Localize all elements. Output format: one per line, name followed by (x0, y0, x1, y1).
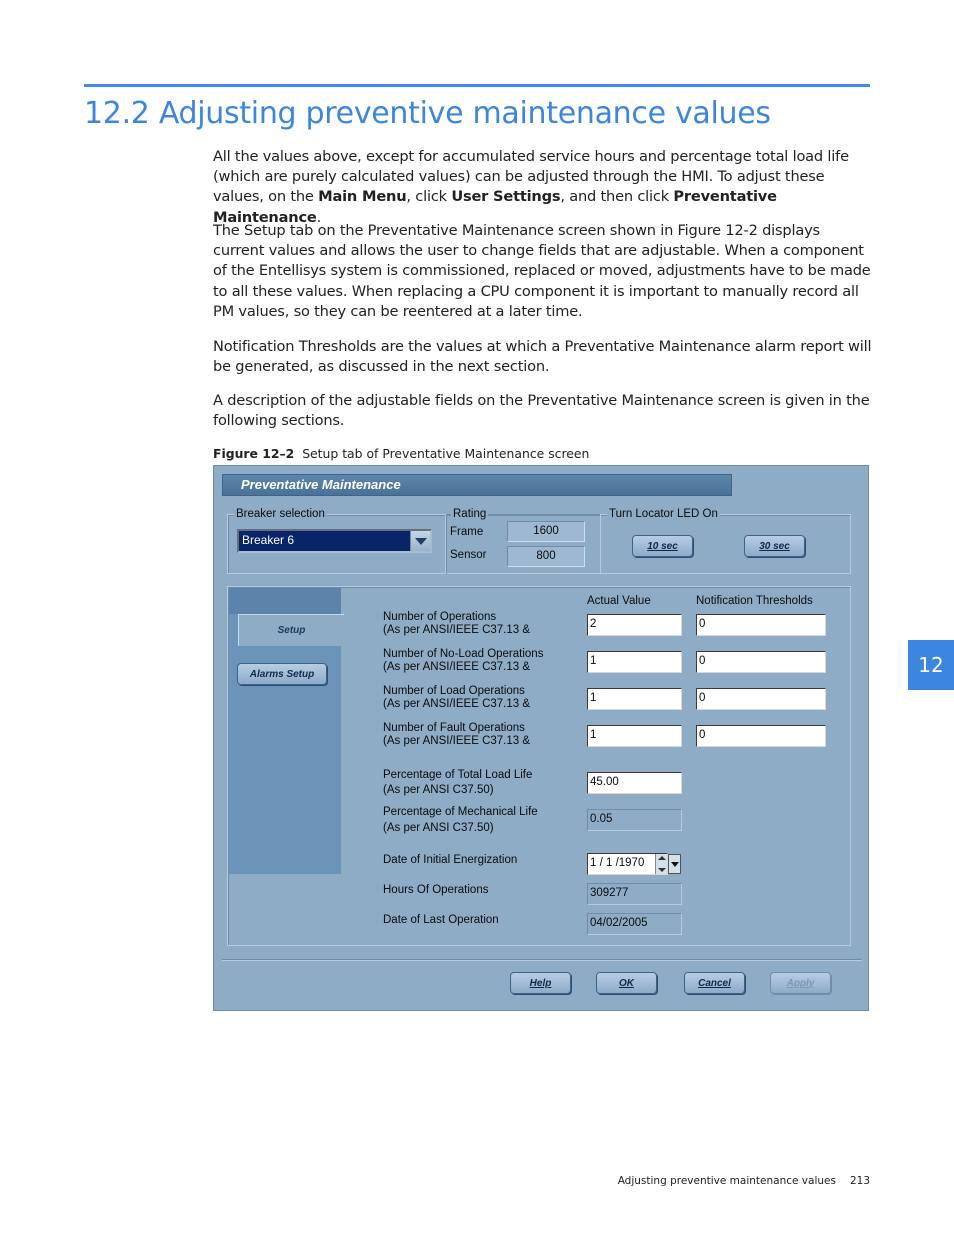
load-operations-actual-input[interactable]: 1 (587, 688, 682, 710)
sensor-value: 800 (507, 546, 585, 567)
paragraph-2: The Setup tab on the Preventative Maintenance screen shown in Figure 12-2 displays current values and allows the user to change fields that are adjustable. When a component of the Entellisys system is commissioned, replaced or moved, adjustments have to be made to all these values. When replacing a CPU component it is important to manually record all PM values, so they can be reentered at a later time. (213, 222, 871, 320)
sensor-label: Sensor (450, 549, 487, 561)
notification-thresholds-header: Notification Thresholds (696, 595, 813, 607)
operations-actual-input[interactable]: 2 (587, 614, 682, 636)
mechanical-life-value: 0.05 (587, 809, 682, 831)
preventative-maintenance-window (213, 465, 869, 1011)
mechanical-life-standard: (As per ANSI C37.50) (383, 822, 494, 834)
breaker-select-value: Breaker 6 (242, 533, 295, 547)
fault-operations-actual-input[interactable]: 1 (587, 725, 682, 747)
breaker-select[interactable] (237, 529, 432, 553)
figure-label: Figure 12–2 (213, 446, 295, 461)
section-heading: 12.2 Adjusting preventive maintenance values (84, 96, 771, 131)
breaker-selection-label: Breaker selection (236, 508, 325, 520)
load-operations-threshold-input[interactable]: 0 (696, 688, 826, 710)
total-load-life-label: Percentage of Total Load Life (383, 769, 533, 781)
p1-text-4: . (316, 208, 322, 226)
locator-30-sec-button[interactable]: 30 sec (744, 535, 805, 557)
initial-energization-value: 1 / 1 /1970 (590, 857, 645, 869)
sidebar-header (229, 588, 341, 614)
paragraph-1 (213, 147, 873, 228)
page-footer (618, 1175, 870, 1187)
preventative-maintenance-ref: Preventative Maintenance (213, 188, 777, 226)
initial-energization-date-picker[interactable] (587, 853, 668, 875)
locator-10-sec-button[interactable]: 10 sec (632, 535, 693, 557)
main-menu-ref: Main Menu (318, 188, 407, 206)
tab-alarms-setup[interactable]: Alarms Setup (237, 663, 327, 685)
paragraph-4: A description of the adjustable fields on the Preventative Maintenance screen is given in the following sections. (213, 392, 870, 430)
heading-rule (84, 84, 870, 87)
locator-led-label: Turn Locator LED On (609, 508, 718, 520)
hours-of-operations-label: Hours Of Operations (383, 884, 489, 896)
initial-energization-label: Date of Initial Energization (383, 854, 518, 866)
cancel-button[interactable]: Cancel (684, 972, 745, 994)
total-load-life-standard: (As per ANSI C37.50) (383, 784, 494, 796)
footer-section: Adjusting preventive maintenance values (617, 1175, 836, 1187)
p1-text-3: , and then click (560, 188, 674, 206)
actual-value-header: Actual Value (587, 595, 651, 607)
chevron-down-icon[interactable] (410, 531, 430, 551)
window-title: Preventative Maintenance (241, 477, 401, 492)
rating-label: Rating (453, 508, 487, 520)
row-label-line1: Number of Load Operations (383, 685, 525, 697)
row-label-line2: (As per ANSI/IEEE C37.13 & (383, 735, 531, 747)
apply-button[interactable]: Apply (770, 972, 831, 994)
chevron-down-icon[interactable] (668, 854, 681, 874)
hours-of-operations-value: 309277 (587, 883, 682, 905)
figure-caption (213, 446, 589, 461)
footer-divider (222, 959, 862, 960)
help-button[interactable]: Help (510, 972, 571, 994)
user-settings-ref: User Settings (451, 188, 561, 206)
window-titlebar (222, 474, 732, 496)
row-label-line2: (As per ANSI/IEEE C37.13 & (383, 624, 531, 636)
row-label-line2: (As per ANSI/IEEE C37.13 & (383, 698, 531, 710)
p1-text-2: , click (406, 188, 452, 206)
row-label-line1: Number of Operations (383, 611, 497, 623)
frame-value: 1600 (507, 521, 585, 542)
paragraph-3: Notification Thresholds are the values at which a Preventative Maintenance alarm report will be generated, as discussed in the next section. (213, 338, 872, 376)
chapter-tab: 12 (908, 640, 954, 690)
total-load-life-input[interactable]: 45.00 (587, 772, 682, 794)
last-operation-label: Date of Last Operation (383, 914, 499, 926)
frame-label: Frame (450, 526, 484, 538)
p1-text-1: All the values above, except for accumulated service hours and percentage total load life (which are purely calculated values) can be adjusted through the HMI. To adjust these values, on the (213, 148, 849, 206)
row-label-line1: Number of Fault Operations (383, 722, 525, 734)
no-load-operations-actual-input[interactable]: 1 (587, 651, 682, 673)
page-number: 213 (849, 1175, 870, 1187)
fault-operations-threshold-input[interactable]: 0 (696, 725, 826, 747)
ok-button[interactable]: OK (596, 972, 657, 994)
last-operation-value: 04/02/2005 (587, 913, 682, 935)
row-label-line1: Number of No-Load Operations (383, 648, 544, 660)
row-label-line2: (As per ANSI/IEEE C37.13 & (383, 661, 531, 673)
figure-caption-text: Setup tab of Preventative Maintenance screen (302, 446, 590, 461)
no-load-operations-threshold-input[interactable]: 0 (696, 651, 826, 673)
tab-setup[interactable]: Setup (238, 614, 344, 646)
operations-threshold-input[interactable]: 0 (696, 614, 826, 636)
mechanical-life-label: Percentage of Mechanical Life (383, 806, 538, 818)
spinner-icon[interactable] (655, 854, 667, 874)
